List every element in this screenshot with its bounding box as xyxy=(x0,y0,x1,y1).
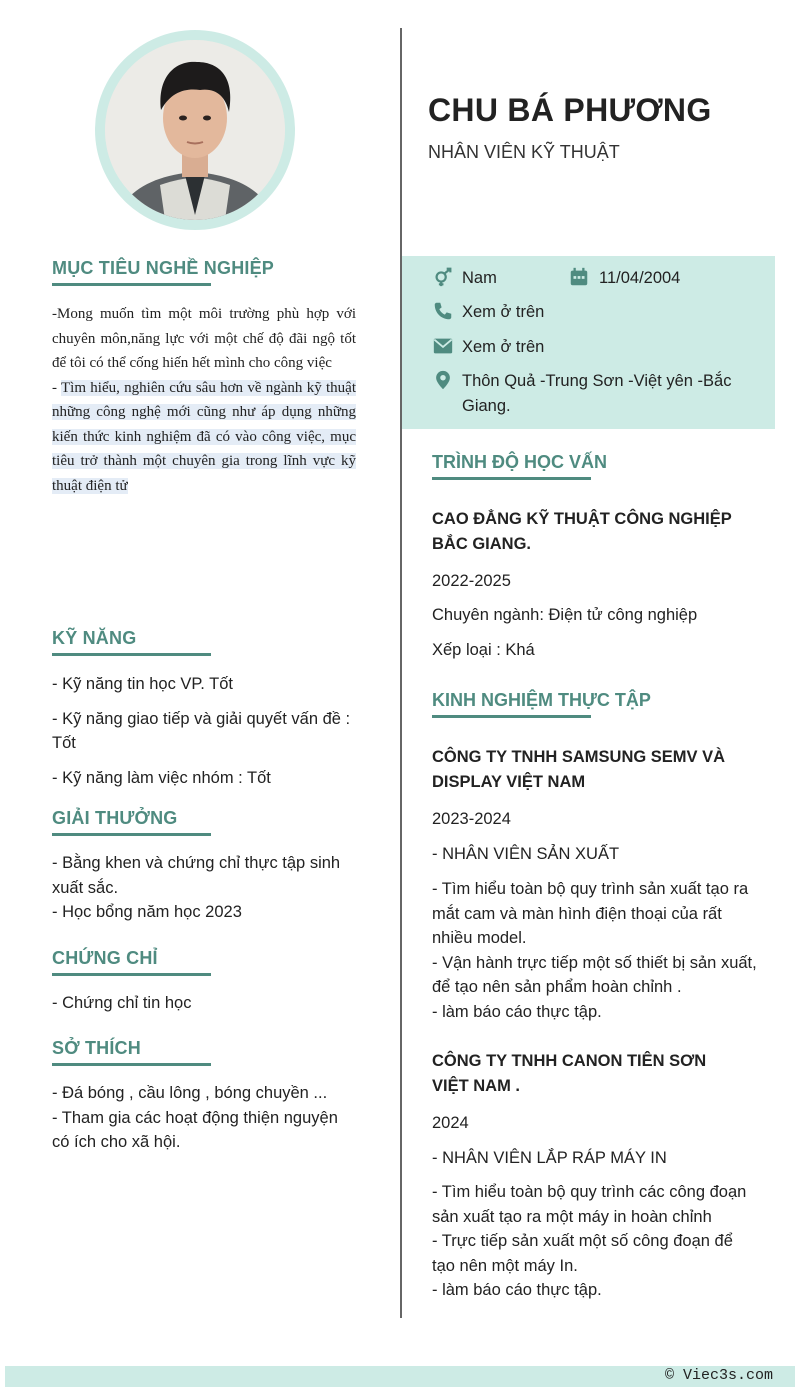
calendar-icon xyxy=(568,266,590,288)
objective-para-1: -Mong muốn tìm một môi trường phù hợp với chuyên môn,năng lực với một chế độ đãi ngộ tốt để tôi có thể cống hiến hết mình cho công việc xyxy=(52,306,356,371)
skill-item: - Kỹ năng tin học VP. Tốt xyxy=(52,675,234,693)
footer-copyright: © Viec3s.com xyxy=(664,1367,773,1384)
certificates-underline xyxy=(52,973,211,976)
column-divider xyxy=(400,28,402,1318)
footer-bar xyxy=(5,1366,795,1387)
phone-icon xyxy=(432,300,454,322)
hobby-item: - Tham gia các hoạt động thiện nguyện có ích cho xã hội. xyxy=(52,1108,338,1151)
experience-underline xyxy=(432,715,591,718)
job-period: 2023-2024 xyxy=(432,810,511,828)
awards-list xyxy=(52,851,356,925)
certificates-title: CHỨNG CHỈ xyxy=(52,948,158,968)
objective-underline xyxy=(52,283,211,286)
education-major: Chuyên ngành: Điện tử công nghiệp xyxy=(432,606,698,624)
email-value: Xem ở trên xyxy=(462,338,545,356)
job-period: 2024 xyxy=(432,1114,469,1132)
award-item: - Học bổng năm học 2023 xyxy=(52,903,242,921)
person-photo-icon xyxy=(105,40,285,220)
objective-para-2-text: Tìm hiểu, nghiên cứu sâu hơn về ngành kỹ thuật những công nghệ mới cũng như áp dụng những kiến thức kinh nghiệm đã có vào công việc, mục tiêu trở thành một chuyên gia trong lĩnh vực kỹ thuật điện tử xyxy=(52,379,356,494)
skills-underline xyxy=(52,653,211,656)
job-description xyxy=(432,1180,752,1303)
avatar xyxy=(105,40,285,220)
hobbies-list xyxy=(52,1081,356,1155)
skills-title: KỸ NĂNG xyxy=(52,628,137,648)
job-position: - NHÂN VIÊN SẢN XUẤT xyxy=(432,845,620,863)
skill-item: - Kỹ năng làm việc nhóm : Tốt xyxy=(52,768,271,787)
job-desc-line: - Tìm hiểu toàn bộ quy trình sản xuất tạo ra mắt cam và màn hình điện thoại của rất nhiều model. xyxy=(432,880,749,947)
hobby-item: - Đá bóng , cầu lông , bóng chuyền ... xyxy=(52,1084,328,1102)
job-description xyxy=(432,877,762,1024)
experience-title: KINH NGHIỆM THỰC TẬP xyxy=(432,690,651,710)
job-company: CÔNG TY TNHH SAMSUNG SEMV VÀ DISPLAY VIỆT NAM xyxy=(432,748,726,791)
job-position: - NHÂN VIÊN LẮP RÁP MÁY IN xyxy=(432,1149,667,1167)
job-desc-line: - Tìm hiểu toàn bộ quy trình các công đoạn sản xuất tạo ra một máy in hoàn chỉnh xyxy=(432,1183,747,1226)
candidate-role: NHÂN VIÊN KỸ THUẬT xyxy=(428,142,620,162)
job-desc-line: - Trực tiếp sản xuất một số công đoạn để tạo nên một máy In. xyxy=(432,1232,733,1275)
education-title: TRÌNH ĐỘ HỌC VẤN xyxy=(432,452,607,472)
candidate-name: CHU BÁ PHƯƠNG xyxy=(428,92,712,128)
job-desc-line: - làm báo cáo thực tập. xyxy=(432,1281,602,1299)
birthday-value: 11/04/2004 xyxy=(599,269,681,287)
hobbies-title: SỞ THÍCH xyxy=(52,1038,141,1058)
hobbies-underline xyxy=(52,1063,211,1066)
objective-title: MỤC TIÊU NGHỀ NGHIỆP xyxy=(52,258,275,278)
location-icon xyxy=(432,369,454,391)
address-value: Thôn Quả -Trung Sơn -Việt yên -Bắc Giang. xyxy=(462,372,732,415)
skill-item: - Kỹ năng giao tiếp và giải quyết vấn đề : Tốt xyxy=(52,709,351,752)
certificate-item: - Chứng chỉ tin học xyxy=(52,994,192,1012)
objective-para-2 xyxy=(52,376,356,499)
education-grade: Xếp loại : Khá xyxy=(432,641,535,659)
education-school: CAO ĐẲNG KỸ THUẬT CÔNG NGHIỆP BẮC GIANG. xyxy=(432,510,732,553)
education-period: 2022-2025 xyxy=(432,572,511,590)
gender-icon xyxy=(432,266,454,288)
awards-underline xyxy=(52,833,211,836)
objective-text xyxy=(52,302,356,498)
gender-value: Nam xyxy=(462,269,497,287)
job-desc-line: - làm báo cáo thực tập. xyxy=(432,1002,602,1021)
awards-title: GIẢI THƯỞNG xyxy=(52,808,178,828)
phone-value: Xem ở trên xyxy=(462,303,545,321)
skills-list xyxy=(52,672,356,790)
education-underline xyxy=(432,477,591,480)
certificates-list xyxy=(52,991,356,1016)
job-company: CÔNG TY TNHH CANON TIÊN SƠN VIỆT NAM . xyxy=(432,1052,707,1095)
job-desc-line: - Vận hành trực tiếp một số thiết bị sản xuất, để tạo nên sản phẩm hoàn chỉnh . xyxy=(432,953,757,996)
award-item: - Bằng khen và chứng chỉ thực tập sinh xuất sắc. xyxy=(52,854,341,897)
email-icon xyxy=(432,335,454,357)
objective-para-2-prefix: - xyxy=(52,379,62,396)
